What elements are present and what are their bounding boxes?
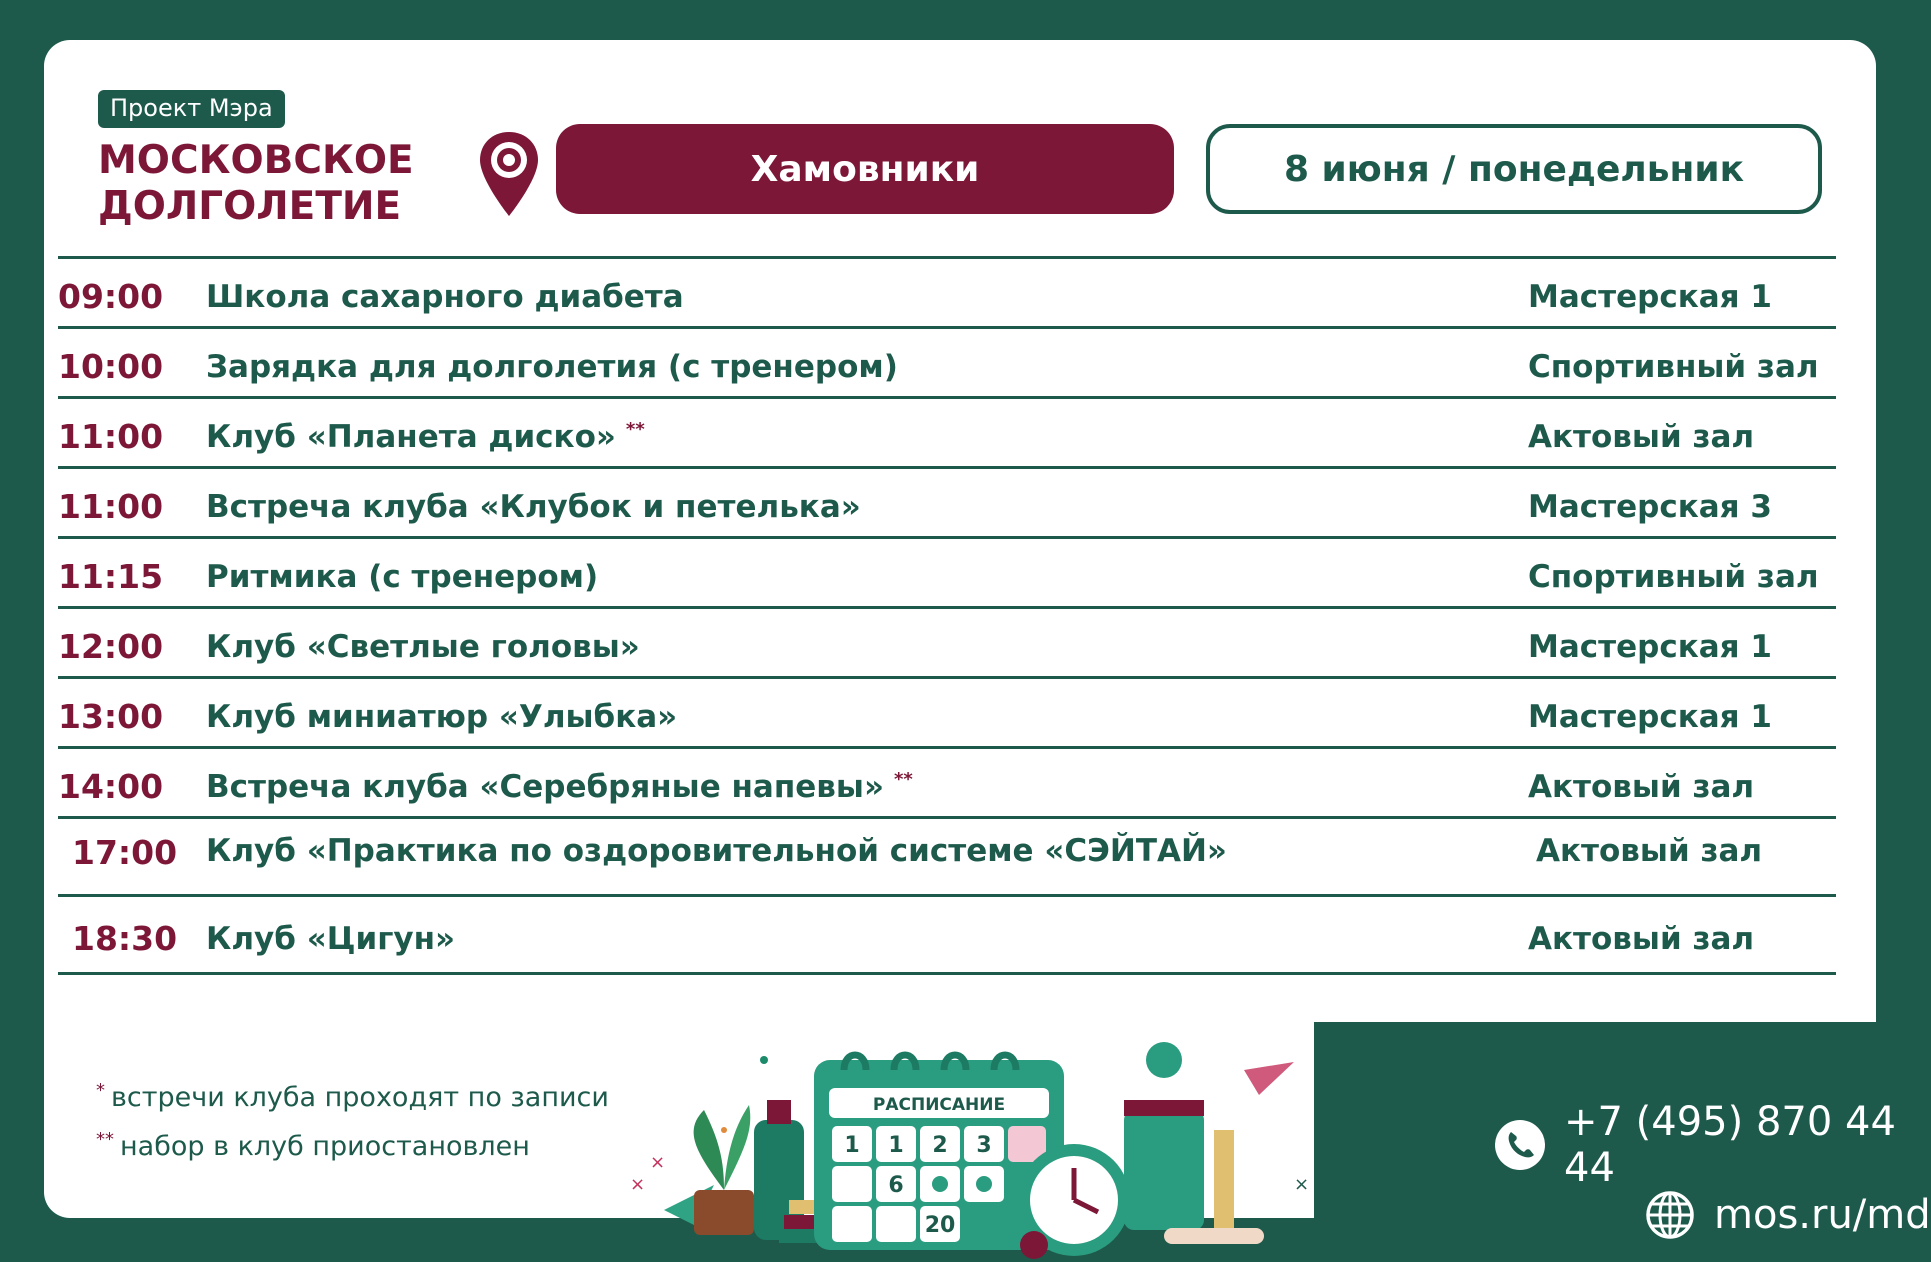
row-place: Спортивный зал xyxy=(1528,349,1819,385)
calendar-cell: 2 xyxy=(932,1133,948,1158)
schedule-row xyxy=(58,399,1836,469)
footnotes xyxy=(96,1070,609,1168)
row-time: 10:00 xyxy=(58,347,164,386)
svg-text:×: × xyxy=(1294,1174,1310,1195)
phone-number[interactable]: +7 (495) 870 44 44 xyxy=(1564,1099,1896,1191)
schedule-row xyxy=(58,897,1836,975)
row-event-text: Встреча клуба «Клубок и петелька» xyxy=(206,489,861,525)
schedule-row xyxy=(58,469,1836,539)
row-event xyxy=(206,489,861,525)
globe-icon xyxy=(1644,1189,1696,1241)
logo-title-line2: ДОЛГОЛЕТИЕ xyxy=(98,184,402,229)
row-event-text: Клуб «Планета диско» xyxy=(206,419,616,455)
schedule-row xyxy=(58,679,1836,749)
row-place: Актовый зал xyxy=(1528,921,1755,957)
row-place: Мастерская 1 xyxy=(1528,629,1772,665)
district-label: Хамовники xyxy=(556,124,1174,214)
footnote-text: набор в клуб приостановлен xyxy=(120,1131,530,1162)
row-event-text: Ритмика (с тренером) xyxy=(206,559,599,595)
date-label: 8 июня / понедельник xyxy=(1206,124,1822,214)
row-time: 13:00 xyxy=(58,697,164,736)
schedule-row xyxy=(58,329,1836,399)
row-event xyxy=(206,921,455,957)
row-event xyxy=(206,279,684,315)
footnote-mark: ** xyxy=(96,1129,114,1150)
contacts xyxy=(1494,1099,1931,1250)
row-place: Актовый зал xyxy=(1528,419,1755,455)
row-event xyxy=(206,629,640,665)
phone-row xyxy=(1494,1099,1931,1191)
row-event-text: Встреча клуба «Серебряные напевы» xyxy=(206,769,884,805)
calendar-cell: 3 xyxy=(976,1133,992,1158)
row-event-text: Клуб «Светлые головы» xyxy=(206,629,640,665)
row-time: 09:00 xyxy=(58,277,164,316)
calendar-cell: 1 xyxy=(888,1133,904,1158)
row-event-text: Клуб «Цигун» xyxy=(206,921,456,957)
row-place: Мастерская 1 xyxy=(1528,279,1772,315)
footnote-2 xyxy=(96,1119,609,1168)
phone-icon xyxy=(1494,1119,1546,1171)
row-place: Мастерская 1 xyxy=(1528,699,1772,735)
schedule-row xyxy=(58,539,1836,609)
row-event-text: Зарядка для долголетия (с тренером) xyxy=(206,349,898,385)
row-place: Мастерская 3 xyxy=(1528,489,1772,525)
row-event-text: Клуб миниатюр «Улыбка» xyxy=(206,699,678,735)
row-place: Актовый зал xyxy=(1528,769,1755,805)
row-event xyxy=(206,419,645,455)
footnote-1 xyxy=(96,1070,609,1119)
row-time: 11:15 xyxy=(58,557,164,596)
footnote-text: встречи клуба проходят по записи xyxy=(111,1082,609,1113)
row-event xyxy=(206,559,598,595)
calendar-cell: 6 xyxy=(888,1173,904,1198)
row-place: Актовый зал xyxy=(1536,833,1763,869)
calendar-cell: 20 xyxy=(924,1213,956,1238)
schedule-card xyxy=(44,40,1931,1238)
calendar-label: РАСПИСАНИЕ xyxy=(872,1095,1006,1115)
row-event-mark: ** xyxy=(893,769,913,790)
logo-title-line1: МОСКОВСКОЕ xyxy=(98,138,414,183)
row-time: 12:00 xyxy=(58,627,164,666)
row-event-text: Клуб «Практика по оздоровительной системе «СЭЙТАЙ» xyxy=(206,833,1227,869)
row-time: 17:00 xyxy=(72,833,178,872)
row-place: Спортивный зал xyxy=(1528,559,1819,595)
row-time: 18:30 xyxy=(72,919,178,958)
row-time: 11:00 xyxy=(58,417,164,456)
row-time: 11:00 xyxy=(58,487,164,526)
site-url[interactable]: mos.ru/md xyxy=(1714,1192,1931,1238)
schedule-row xyxy=(58,819,1836,897)
schedule-row xyxy=(58,259,1836,329)
calendar-cell: 1 xyxy=(844,1133,860,1158)
row-event xyxy=(206,833,1227,869)
row-event xyxy=(206,349,898,385)
calendar-illustration xyxy=(604,1000,1344,1260)
svg-text:×: × xyxy=(650,1152,666,1173)
logo-badge: Проект Мэра xyxy=(98,90,285,128)
row-event xyxy=(206,769,913,805)
svg-text:×: × xyxy=(630,1174,646,1195)
row-time: 14:00 xyxy=(58,767,164,806)
location-pin-icon xyxy=(476,128,542,220)
row-event-text: Школа сахарного диабета xyxy=(206,279,684,315)
schedule-table xyxy=(58,256,1836,975)
schedule-row xyxy=(58,609,1836,679)
footnote-mark: * xyxy=(96,1080,105,1101)
schedule-row xyxy=(58,749,1836,819)
row-event xyxy=(206,699,677,735)
logo xyxy=(98,90,414,230)
logo-title xyxy=(98,138,414,230)
row-event-mark: ** xyxy=(625,419,645,440)
